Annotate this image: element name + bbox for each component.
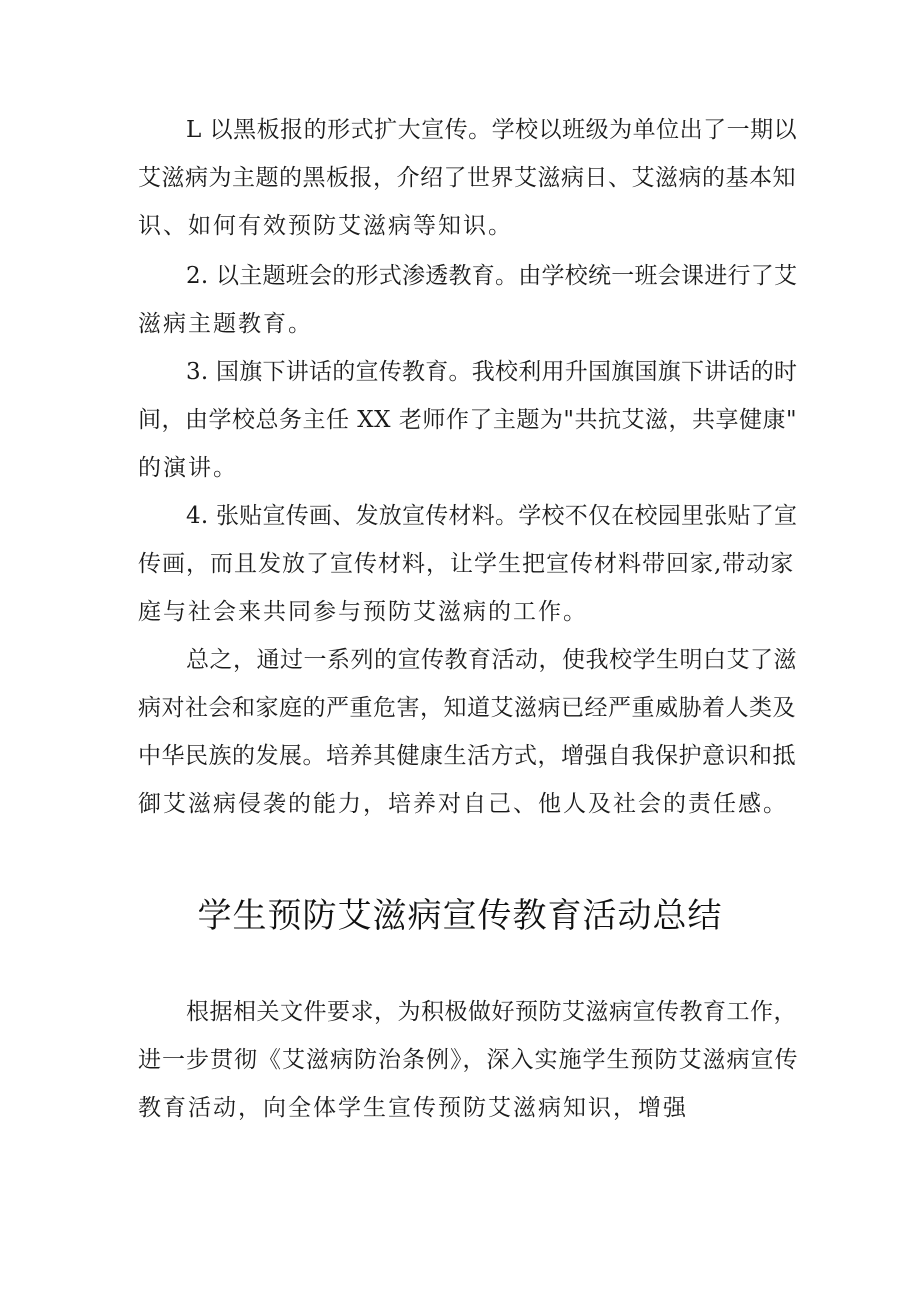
paragraph-4-line-2: 传画，而且发放了宣传材料，让学生把宣传材料带回家,带动家: [138, 551, 795, 577]
paragraph-2-line-1: 2. 以主题班会的形式渗透教育。由学校统一班会课进行了艾: [186, 263, 798, 289]
paragraph-5-line-1: 总之，通过一系列的宣传教育活动，使我校学生明白艾了滋: [186, 647, 797, 673]
paragraph-3-line-3: 的演讲。: [138, 455, 238, 481]
intro-line-3: 教育活动，向全体学生宣传预防艾滋病知识，增强: [138, 1095, 688, 1121]
paragraph-5-line-3: 中华民族的发展。培养其健康生活方式，增强自我保护意识和抵: [138, 743, 796, 769]
intro-line-1: 根据相关文件要求，为积极做好预防艾滋病宣传教育工作，: [186, 999, 797, 1025]
intro-line-2: 进一步贯彻《艾滋病防治条例》，深入实施学生预防艾滋病宣传: [138, 1047, 799, 1073]
paragraph-4-line-3: 庭与社会来共同参与预防艾滋病的工作。: [138, 599, 588, 625]
paragraph-4-line-1: 4. 张贴宣传画、发放宣传材料。学校不仅在校园里张贴了宣: [186, 503, 798, 529]
paragraph-3-line-1: 3. 国旗下讲话的宣传教育。我校利用升国旗国旗下讲话的时: [186, 359, 798, 385]
paragraph-1-line-3: 识、如何有效预防艾滋病等知识。: [138, 213, 513, 239]
paragraph-5-line-2: 病对社会和家庭的严重危害，知道艾滋病已经严重威胁着人类及: [138, 695, 796, 721]
paragraph-1-line-2: 艾滋病为主题的黑板报，介绍了世界艾滋病日、艾滋病的基本知: [138, 165, 796, 191]
paragraph-1-line-1: L 以黑板报的形式扩大宣传。学校以班级为单位出了一期以: [186, 117, 798, 143]
section-title: 学生预防艾滋病宣传教育活动总结: [197, 896, 723, 936]
paragraph-3-line-2: 间，由学校总务主任 XX 老师作了主题为"共抗艾滋，共享健康": [138, 407, 798, 433]
paragraph-5-line-4: 御艾滋病侵袭的能力，培养对自己、他人及社会的责任感。: [138, 791, 788, 817]
paragraph-2-line-2: 滋病主题教育。: [138, 311, 313, 337]
